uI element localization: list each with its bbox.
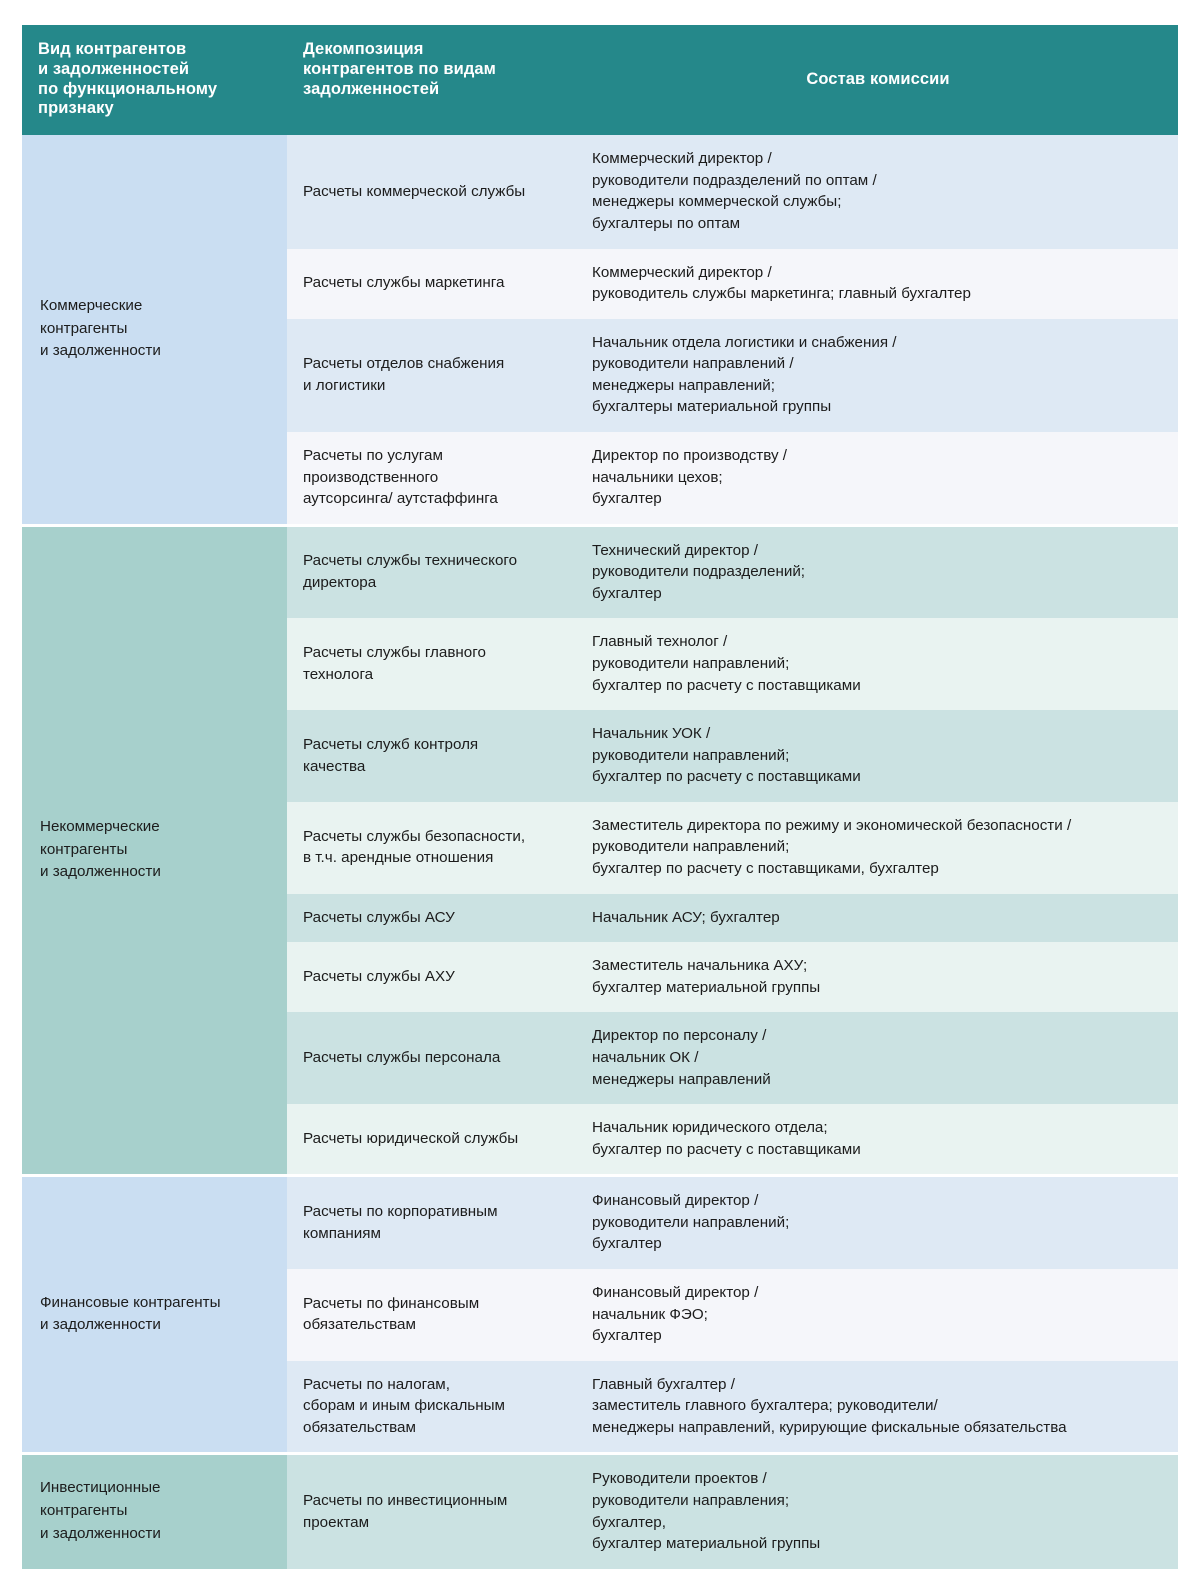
commission-cell <box>578 432 1178 525</box>
commission-line: Коммерческий директор / <box>592 150 772 168</box>
header-cell-contractor-type <box>22 25 287 135</box>
header-col2-lines-line: Декомпозиция <box>303 40 424 58</box>
commission-line: Коммерческий директор / <box>592 263 772 281</box>
decomposition-line: Расчеты по налогам, <box>303 1375 450 1393</box>
header-col1-lines-line: и задолженностей <box>38 59 190 78</box>
commission-line: бухгалтер <box>592 490 662 508</box>
commission-line: бухгалтер по расчету с поставщиками <box>592 1140 861 1158</box>
commission-line: менеджеры направлений; <box>592 376 775 394</box>
group-label <box>40 1477 277 1545</box>
commission-line: Заместитель директора по режиму и экономической безопасности / <box>592 816 1072 834</box>
table-row <box>22 525 1178 618</box>
group-label <box>40 1292 277 1338</box>
commission-text <box>592 540 1162 605</box>
header-col1-lines-line: признаку <box>38 99 114 118</box>
commission-cell <box>578 1269 1178 1361</box>
decomposition-line: Расчеты по корпоративным <box>303 1203 498 1221</box>
commission-line: менеджеры направлений <box>592 1070 771 1088</box>
decomposition-line: Расчеты по услугам <box>303 446 443 464</box>
commission-line: бухгалтеры материальной группы <box>592 398 832 416</box>
commission-line: Заместитель начальника АХУ; <box>592 957 808 975</box>
commission-cell <box>578 1454 1178 1569</box>
commission-line: руководители направлений; <box>592 1213 790 1231</box>
decomposition-text <box>303 1047 562 1069</box>
commission-line: руководители направлений; <box>592 746 790 764</box>
commission-line: Руководители проектов / <box>592 1470 767 1488</box>
commission-text <box>592 631 1162 696</box>
group-label-line: контрагенты <box>40 840 128 858</box>
group-label-line: контрагенты <box>40 319 128 337</box>
commission-line: руководители подразделений по оптам / <box>592 171 877 189</box>
commission-line: бухгалтер по расчету с поставщиками, бухгалтер <box>592 860 939 878</box>
commission-line: бухгалтер материальной группы <box>592 1535 821 1553</box>
header-col1-lines-line: по функциональному <box>38 79 218 98</box>
decomposition-line: в т.ч. арендные отношения <box>303 849 494 867</box>
commission-line: начальник ОК / <box>592 1048 699 1066</box>
decomposition-line: Расчеты по инвестиционным <box>303 1492 508 1510</box>
commission-text <box>592 1117 1162 1160</box>
commission-text <box>592 262 1162 305</box>
commission-cell <box>578 1104 1178 1176</box>
group-label-line: и задолженности <box>40 1525 161 1543</box>
commission-text <box>592 1374 1162 1439</box>
commission-line: бухгалтер материальной группы <box>592 978 821 996</box>
commission-line: Директор по производству / <box>592 446 788 464</box>
contractor-commission-table <box>22 25 1178 1569</box>
commission-line: Финансовый директор / <box>592 1192 759 1210</box>
commission-line: руководители направлений; <box>592 655 790 673</box>
decomposition-text <box>303 1374 562 1439</box>
header-col2-lines-line: контрагентов по видам <box>303 59 496 78</box>
decomposition-text <box>303 272 562 294</box>
commission-line: Начальник отдела логистики и снабжения / <box>592 333 897 351</box>
commission-cell <box>578 1176 1178 1269</box>
commission-line: менеджеры направлений, курирующие фискальные обязательства <box>592 1418 1067 1436</box>
commission-line: бухгалтер <box>592 584 662 602</box>
decomposition-cell <box>287 1269 578 1361</box>
decomposition-cell <box>287 802 578 894</box>
group-label <box>40 295 277 363</box>
decomposition-line: Расчеты службы безопасности, <box>303 827 526 845</box>
group-label-line: Некоммерческие <box>40 817 160 835</box>
decomposition-line: Расчеты по финансовым <box>303 1294 480 1312</box>
group-label-cell <box>22 1454 287 1569</box>
commission-cell <box>578 135 1178 248</box>
group-label-cell <box>22 525 287 1176</box>
commission-line: начальник ФЭО; <box>592 1305 708 1323</box>
commission-line: Технический директор / <box>592 541 758 559</box>
table-row <box>22 1454 1178 1569</box>
commission-line: Финансовый директор / <box>592 1284 759 1301</box>
decomposition-line: проектам <box>303 1513 370 1531</box>
group-label-line: Финансовые контрагенты <box>40 1293 221 1311</box>
commission-line: бухгалтер, <box>592 1513 666 1531</box>
decomposition-cell <box>287 319 578 432</box>
decomposition-text <box>303 966 562 988</box>
table-row <box>22 1176 1178 1269</box>
commission-line: менеджеры коммерческой службы; <box>592 193 842 211</box>
decomposition-text <box>303 1128 562 1150</box>
commission-line: Директор по персоналу / <box>592 1027 767 1045</box>
commission-cell <box>578 1361 1178 1454</box>
group-label-cell <box>22 135 287 525</box>
header-col1-lines-line: Вид контрагентов <box>38 40 187 58</box>
commission-cell <box>578 710 1178 802</box>
commission-text <box>592 955 1162 998</box>
group-label <box>40 816 277 884</box>
decomposition-cell <box>287 1361 578 1454</box>
commission-line: бухгалтеры по оптам <box>592 214 741 232</box>
commission-line: Начальник юридического отдела; <box>592 1119 828 1137</box>
header-row <box>22 25 1178 135</box>
decomposition-line: Расчеты служб контроля <box>303 735 479 753</box>
commission-cell <box>578 894 1178 943</box>
commission-line: бухгалтер по расчету с поставщиками <box>592 768 861 786</box>
decomposition-cell <box>287 942 578 1012</box>
decomposition-text <box>303 907 562 929</box>
header-col2-lines <box>303 40 562 99</box>
commission-text <box>592 445 1162 510</box>
decomposition-text <box>303 1201 562 1244</box>
decomposition-line: производственного <box>303 468 439 486</box>
decomposition-line: Расчеты юридической службы <box>303 1129 519 1147</box>
decomposition-cell <box>287 710 578 802</box>
decomposition-text <box>303 734 562 777</box>
commission-line: руководители направлений; <box>592 838 790 856</box>
decomposition-line: Расчеты службы АСУ <box>303 908 455 926</box>
decomposition-line: компаниям <box>303 1224 381 1242</box>
commission-line: руководители подразделений; <box>592 563 806 581</box>
commission-cell <box>578 802 1178 894</box>
decomposition-text <box>303 642 562 685</box>
commission-line: Начальник УОК / <box>592 725 711 743</box>
table-body <box>22 135 1178 1569</box>
group-label-line: и задолженности <box>40 1316 161 1334</box>
decomposition-line: обязательствам <box>303 1316 416 1334</box>
commission-text <box>592 148 1162 234</box>
decomposition-line: Расчеты службы технического <box>303 552 518 570</box>
commission-line: начальники цехов; <box>592 468 723 486</box>
decomposition-line: сборам и иным фискальным <box>303 1397 505 1415</box>
decomposition-line: Расчеты службы персонала <box>303 1048 501 1066</box>
commission-line: Главный технолог / <box>592 633 728 651</box>
decomposition-text <box>303 181 562 203</box>
decomposition-text <box>303 1293 562 1336</box>
commission-line: руководители направления; <box>592 1492 790 1510</box>
commission-text <box>592 723 1162 788</box>
commission-cell <box>578 525 1178 618</box>
commission-line: бухгалтер <box>592 1327 662 1345</box>
decomposition-line: технолога <box>303 665 374 683</box>
decomposition-line: Расчеты службы АХУ <box>303 968 455 985</box>
commission-cell <box>578 942 1178 1012</box>
commission-line: заместитель главного бухгалтера; руководители/ <box>592 1397 938 1415</box>
decomposition-text <box>303 445 562 510</box>
commission-text <box>592 1025 1162 1090</box>
decomposition-line: Расчеты коммерческой службы <box>303 182 526 200</box>
commission-line: Начальник АСУ; бухгалтер <box>592 908 780 926</box>
decomposition-line: и логистики <box>303 376 386 394</box>
group-label-line: Инвестиционные <box>40 1479 161 1497</box>
table-header <box>22 25 1178 135</box>
group-label-line: Коммерческие <box>40 296 143 314</box>
decomposition-cell <box>287 894 578 943</box>
decomposition-cell <box>287 1012 578 1104</box>
decomposition-line: обязательствам <box>303 1418 416 1436</box>
commission-text <box>592 332 1162 418</box>
group-label-line: и задолженности <box>40 863 161 881</box>
decomposition-cell <box>287 135 578 248</box>
commission-cell <box>578 249 1178 319</box>
commission-line: бухгалтер по расчету с поставщиками <box>592 676 861 694</box>
commission-cell <box>578 1012 1178 1104</box>
decomposition-cell <box>287 618 578 710</box>
group-label-line: контрагенты <box>40 1502 128 1520</box>
decomposition-text <box>303 353 562 396</box>
commission-line: Главный бухгалтер / <box>592 1375 735 1393</box>
decomposition-cell <box>287 525 578 618</box>
decomposition-line: качества <box>303 757 366 775</box>
table-row <box>22 135 1178 248</box>
commission-text <box>592 1190 1162 1255</box>
header-cell-decomposition <box>287 25 578 135</box>
decomposition-line: Расчеты службы маркетинга <box>303 274 505 292</box>
decomposition-line: Расчеты службы главного <box>303 644 486 662</box>
commission-text <box>592 815 1162 880</box>
commission-line: руководители направлений / <box>592 355 794 373</box>
decomposition-cell <box>287 1176 578 1269</box>
group-label-cell <box>22 1176 287 1454</box>
decomposition-line: аутсорсинга/ аутстаффинга <box>303 490 498 508</box>
decomposition-line: директора <box>303 574 377 592</box>
decomposition-cell <box>287 1454 578 1569</box>
commission-line: руководитель службы маркетинга; главный бухгалтер <box>592 285 971 303</box>
commission-line: бухгалтер <box>592 1235 662 1253</box>
decomposition-cell <box>287 249 578 319</box>
decomposition-text <box>303 550 562 593</box>
commission-cell <box>578 319 1178 432</box>
commission-cell <box>578 618 1178 710</box>
header-col2-lines-line: задолженностей <box>303 79 440 98</box>
commission-text <box>592 1282 1162 1347</box>
decomposition-cell <box>287 1104 578 1176</box>
group-label-line: и задолженности <box>40 342 161 360</box>
decomposition-text <box>303 1490 562 1533</box>
header-cell-commission: Состав комиссии <box>578 25 1178 135</box>
decomposition-text <box>303 826 562 869</box>
commission-text <box>592 1468 1162 1554</box>
decomposition-cell <box>287 432 578 525</box>
commission-text <box>592 907 1162 929</box>
header-col1-lines <box>38 40 271 119</box>
decomposition-line: Расчеты отделов снабжения <box>303 355 505 373</box>
